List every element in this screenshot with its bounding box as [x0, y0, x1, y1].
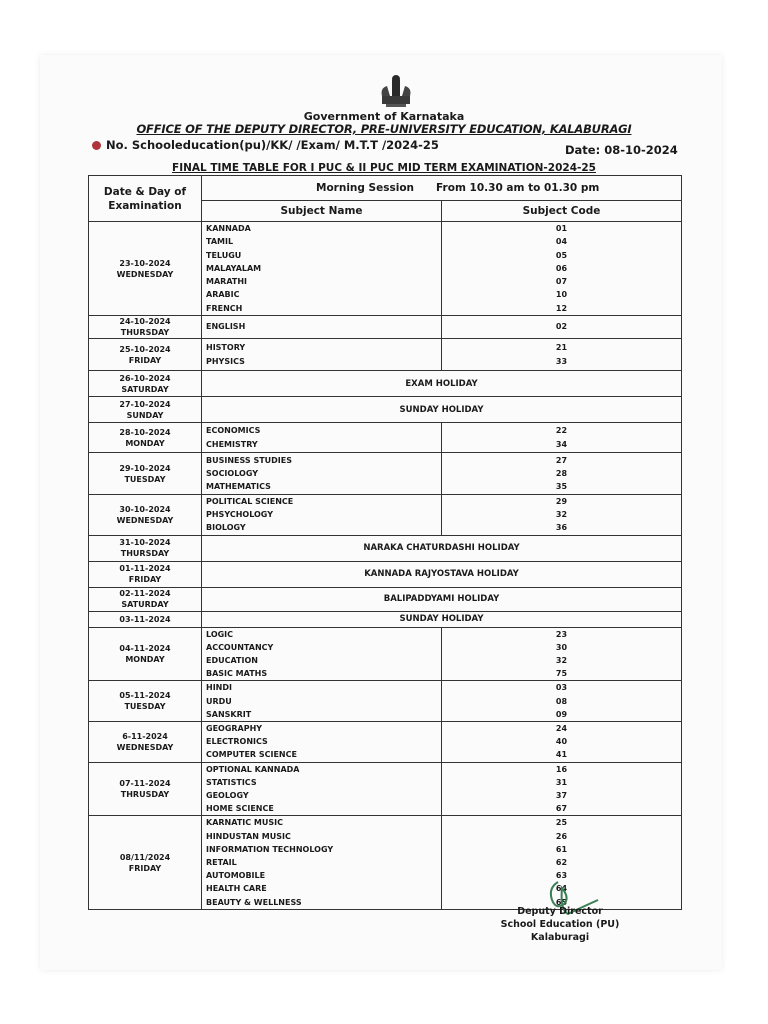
government-label: Government of Karnataka — [303, 110, 465, 123]
exam-date-cell — [89, 762, 202, 816]
document-title: FINAL TIME TABLE FOR I PUC & II PUC MID TERM EXAMINATION-2024-25 — [172, 162, 596, 174]
table-row — [89, 681, 682, 722]
table-row — [89, 423, 682, 453]
subject-code: 01 — [555, 224, 568, 234]
exam-day: FRIDAY — [128, 863, 162, 873]
subject-name: KARNATIC MUSIC — [206, 818, 283, 828]
subject-name: ARABIC — [206, 290, 240, 300]
exam-date: 31-10-2024 — [119, 538, 171, 548]
subject-code: 08 — [555, 696, 568, 706]
timetable — [88, 175, 682, 910]
exam-date-cell — [89, 453, 202, 495]
signatory-location: Kalaburagi — [530, 932, 590, 943]
exam-date: 25-10-2024 — [119, 344, 171, 354]
subject-codes-cell — [442, 495, 682, 536]
subject-codes-cell — [442, 423, 682, 453]
subject-name: ACCOUNTANCY — [206, 642, 274, 652]
subject-names-cell — [202, 627, 442, 681]
subject-code: 16 — [555, 764, 568, 774]
subject-name: RETAIL — [206, 858, 237, 868]
exam-date-cell — [89, 371, 202, 397]
reference-text: No. Schooleducation(pu)/KK/ /Exam/ M.T.T /2024-25 — [106, 138, 439, 152]
subject-name: URDU — [206, 696, 232, 706]
subject-code: 06 — [555, 263, 568, 273]
subject-name: BIOLOGY — [206, 523, 246, 533]
subject-code: 04 — [555, 237, 568, 247]
subject-name: LOGIC — [206, 629, 234, 639]
subject-name: HISTORY — [206, 343, 246, 353]
subject-names-cell — [202, 722, 442, 763]
exam-date-cell — [89, 339, 202, 371]
exam-day: TUESDAY — [124, 474, 166, 484]
exam-day: SUNDAY — [126, 410, 164, 420]
subject-code: 03 — [555, 683, 568, 693]
exam-date-cell — [89, 627, 202, 681]
subject-name: COMPUTER SCIENCE — [206, 750, 297, 760]
holiday-cell: BALIPADDYAMI HOLIDAY — [202, 587, 682, 611]
exam-date: 08/11/2024 — [119, 852, 171, 862]
exam-date-cell — [89, 495, 202, 536]
subject-names-cell — [202, 316, 442, 339]
subject-names-cell — [202, 453, 442, 495]
subject-codes-cell — [442, 722, 682, 763]
subject-code: 35 — [555, 482, 568, 492]
subject-codes-cell — [442, 339, 682, 371]
subject-code: 23 — [555, 629, 568, 639]
table-row — [89, 762, 682, 816]
exam-date: 26-10-2024 — [119, 373, 171, 383]
subject-code: 36 — [555, 523, 568, 533]
subject-name: INFORMATION TECHNOLOGY — [206, 844, 334, 854]
subject-code: 09 — [555, 709, 568, 719]
subject-code: 05 — [555, 250, 568, 260]
exam-date-cell — [89, 611, 202, 627]
issue-date: Date: 08-10-2024 — [565, 143, 678, 157]
office-heading: OFFICE OF THE DEPUTY DIRECTOR, PRE-UNIVERSITY EDUCATION, KALABURAGI — [136, 122, 632, 136]
exam-day: THRUSDAY — [120, 790, 170, 800]
subject-code: 22 — [555, 426, 568, 436]
state-emblem-icon — [378, 74, 414, 108]
exam-day: MONDAY — [125, 438, 165, 448]
exam-date-cell — [89, 316, 202, 339]
exam-date: 03-11-2024 — [119, 614, 171, 624]
session-header — [202, 176, 682, 201]
subject-code: 27 — [555, 455, 568, 465]
holiday-cell: NARAKA CHATURDASHI HOLIDAY — [202, 535, 682, 561]
exam-day: WEDNESDAY — [116, 269, 174, 279]
exam-day: TUESDAY — [124, 702, 166, 712]
subject-code: 34 — [555, 439, 568, 449]
holiday-cell: KANNADA RAJYOSTAVA HOLIDAY — [202, 561, 682, 587]
table-row — [89, 495, 682, 536]
subject-code: 33 — [555, 356, 568, 366]
subject-codes-cell — [442, 681, 682, 722]
subject-name: HOME SCIENCE — [206, 804, 274, 814]
subject-name: MARATHI — [206, 277, 248, 287]
subject-code: 12 — [555, 303, 568, 313]
subject-code: 10 — [555, 290, 568, 300]
exam-date: 02-11-2024 — [119, 589, 171, 599]
exam-date: 23-10-2024 — [119, 258, 171, 268]
subject-name: BEAUTY & WELLNESS — [206, 897, 302, 907]
exam-date: 07-11-2024 — [119, 779, 171, 789]
subject-name: PHSYCHOLOGY — [206, 510, 273, 520]
exam-date-cell — [89, 535, 202, 561]
exam-date: 30-10-2024 — [119, 504, 171, 514]
table-row — [89, 339, 682, 371]
subject-code: 29 — [555, 497, 568, 506]
subject-name: BUSINESS STUDIES — [206, 455, 292, 465]
subject-code: 30 — [555, 642, 568, 652]
subject-code: 41 — [555, 750, 568, 760]
exam-day: SATURDAY — [121, 600, 169, 610]
reference-number — [92, 138, 439, 152]
subject-names-cell — [202, 762, 442, 816]
subject-code: 32 — [555, 656, 568, 666]
subject-name: PHYSICS — [206, 356, 245, 366]
subject-code: 24 — [555, 724, 568, 734]
subject-name: SANSKRIT — [206, 709, 252, 719]
subject-code: 65 — [555, 897, 568, 907]
subject-name: TELUGU — [206, 250, 242, 260]
subject-name: MALAYALAM — [206, 263, 262, 273]
subject-name: ENGLISH — [206, 322, 246, 332]
subject-code-header: Subject Code — [442, 201, 682, 222]
subject-code: 62 — [555, 858, 568, 868]
exam-day: THURSDAY — [120, 549, 170, 559]
subject-name: CHEMISTRY — [206, 439, 258, 449]
exam-date-cell — [89, 423, 202, 453]
subject-name: GEOLOGY — [206, 791, 249, 801]
subject-name: HINDUSTAN MUSIC — [206, 831, 291, 841]
exam-date: 05-11-2024 — [119, 691, 171, 701]
subject-code: 61 — [555, 844, 568, 854]
subject-names-cell — [202, 681, 442, 722]
subject-names-cell — [202, 222, 442, 316]
subject-codes-cell — [442, 762, 682, 816]
subject-name: OPTIONAL KANNADA — [206, 764, 300, 774]
exam-date: 01-11-2024 — [119, 564, 171, 574]
exam-date: 29-10-2024 — [119, 463, 171, 473]
subject-names-cell — [202, 816, 442, 909]
table-row — [89, 561, 682, 587]
holiday-cell: SUNDAY HOLIDAY — [202, 397, 682, 423]
subject-code: 28 — [555, 468, 568, 478]
subject-code: 25 — [555, 818, 568, 828]
subject-code: 37 — [555, 791, 568, 801]
exam-date-cell — [89, 222, 202, 316]
subject-name: STATISTICS — [206, 777, 257, 787]
exam-day: MONDAY — [125, 655, 165, 665]
session-label: Morning Session — [316, 182, 415, 194]
subject-codes-cell — [442, 453, 682, 495]
subject-code: 07 — [555, 277, 568, 287]
subject-code: 32 — [555, 510, 568, 520]
exam-day: SATURDAY — [121, 384, 169, 394]
exam-day: FRIDAY — [128, 355, 162, 365]
subject-name: MATHEMATICS — [206, 482, 271, 492]
exam-date: 28-10-2024 — [119, 427, 171, 437]
bullet-icon — [92, 141, 101, 150]
exam-day: THURSDAY — [120, 328, 170, 337]
subject-name-header: Subject Name — [202, 201, 442, 222]
subject-codes-cell — [442, 627, 682, 681]
subject-name: TAMIL — [206, 237, 234, 247]
exam-day: FRIDAY — [128, 575, 162, 585]
table-row — [89, 627, 682, 681]
subject-name: EDUCATION — [206, 656, 258, 666]
date-column-header: Date & Day of Examination — [89, 176, 202, 222]
subject-code: 31 — [555, 777, 568, 787]
subject-name: GEOGRAPHY — [206, 724, 263, 734]
signatory-department: School Education (PU) — [500, 919, 620, 930]
exam-date: 04-11-2024 — [119, 644, 171, 654]
subject-name: AUTOMOBILE — [206, 871, 266, 881]
table-row — [89, 587, 682, 611]
table-row — [89, 722, 682, 763]
exam-date-cell — [89, 816, 202, 909]
table-row — [89, 611, 682, 627]
signatory-title: Deputy Director — [517, 906, 603, 917]
table-row — [89, 397, 682, 423]
subject-name: ECONOMICS — [206, 426, 261, 436]
subject-name: BASIC MATHS — [206, 669, 268, 679]
holiday-cell: EXAM HOLIDAY — [202, 371, 682, 397]
subject-names-cell — [202, 339, 442, 371]
exam-day: WEDNESDAY — [116, 515, 174, 525]
subject-code: 26 — [555, 831, 568, 841]
subject-codes-cell — [442, 316, 682, 339]
signature-block — [490, 905, 630, 944]
table-row — [89, 222, 682, 316]
table-row — [89, 316, 682, 339]
exam-date-cell — [89, 397, 202, 423]
exam-day: WEDNESDAY — [116, 742, 174, 752]
subject-name: HEALTH CARE — [206, 884, 267, 894]
table-row — [89, 371, 682, 397]
subject-name: POLITICAL SCIENCE — [206, 497, 294, 506]
table-row — [89, 535, 682, 561]
subject-names-cell — [202, 495, 442, 536]
exam-date-cell — [89, 681, 202, 722]
subject-name: HINDI — [206, 683, 232, 693]
exam-date: 6-11-2024 — [122, 731, 168, 741]
subject-code: 64 — [555, 884, 568, 894]
exam-date-cell — [89, 587, 202, 611]
subject-name: KANNADA — [206, 224, 251, 234]
holiday-cell: SUNDAY HOLIDAY — [202, 611, 682, 627]
table-row — [89, 453, 682, 495]
subject-code: 21 — [555, 343, 568, 353]
subject-name: ELECTRONICS — [206, 737, 268, 747]
subject-code: 67 — [555, 804, 568, 814]
subject-codes-cell — [442, 222, 682, 316]
exam-date-cell — [89, 722, 202, 763]
subject-code: 75 — [555, 669, 568, 679]
subject-code: 63 — [555, 871, 568, 881]
subject-code: 40 — [555, 737, 568, 747]
subject-code: 02 — [555, 322, 568, 332]
exam-date: 27-10-2024 — [119, 399, 171, 409]
subject-name: SOCIOLOGY — [206, 468, 259, 478]
exam-date-cell — [89, 561, 202, 587]
subject-name: FRENCH — [206, 303, 243, 313]
exam-date: 24-10-2024 — [119, 317, 171, 326]
subject-names-cell — [202, 423, 442, 453]
session-timing: From 10.30 am to 01.30 pm — [436, 182, 600, 194]
